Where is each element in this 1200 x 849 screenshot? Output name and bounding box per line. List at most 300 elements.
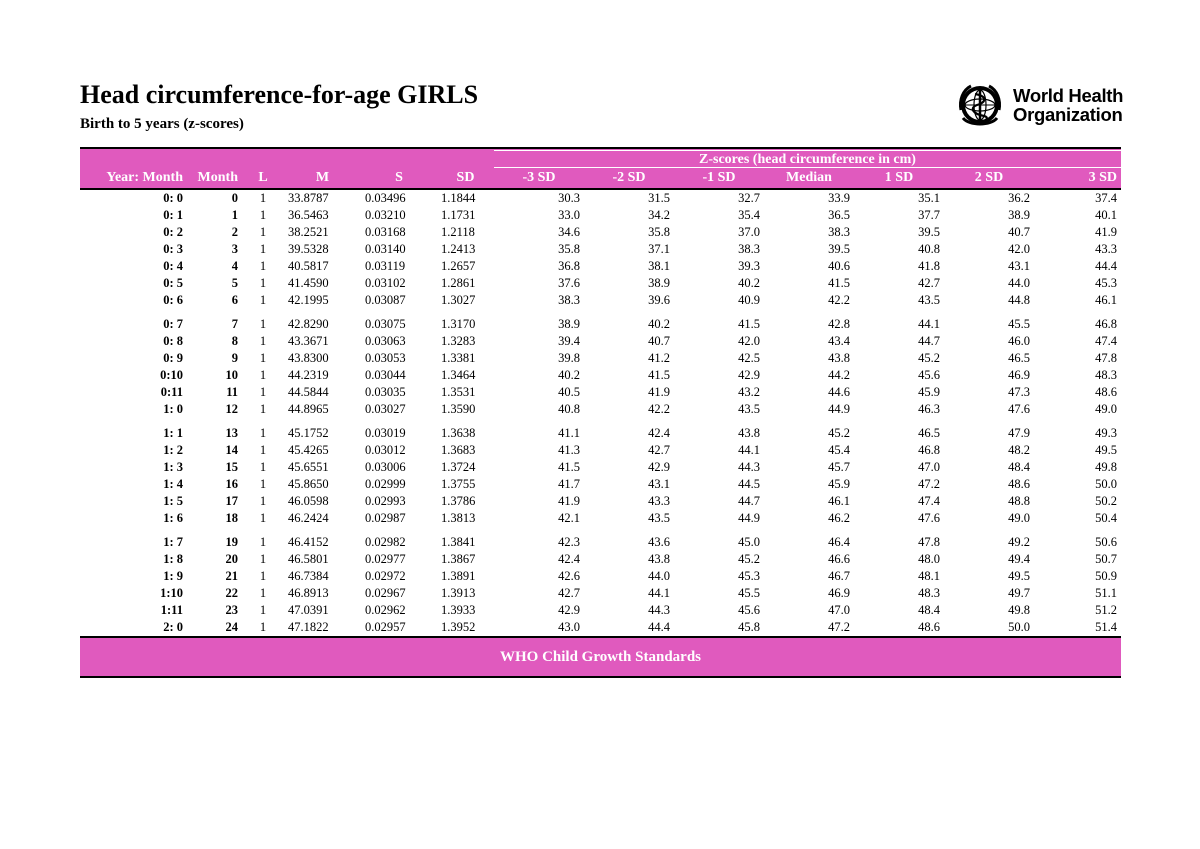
cell-s: 0.03044 [365,368,406,382]
cell-sd: 1.3891 [441,569,476,583]
logo-text-line2: Organization [1013,104,1123,125]
cell-minus1sd: 44.3 [738,460,760,474]
cell-plus2sd: 50.0 [1008,620,1030,634]
cell-m: 45.8650 [288,477,329,491]
cell-year-month: 1: 5 [163,494,183,508]
cell-median: 43.8 [828,351,850,365]
table-row [80,510,1121,527]
cell-s: 0.03140 [365,242,406,256]
cell-minus3sd: 40.8 [558,402,580,416]
cell-l: 1 [259,351,267,365]
cell-minus3sd: 41.9 [558,494,580,508]
cell-sd: 1.3638 [441,426,476,440]
column-header-m: M [284,168,361,189]
cell-month: 1 [231,208,238,222]
cell-s: 0.03006 [365,460,406,474]
cell-l: 1 [259,293,267,307]
column-header-plus2sd: 2 SD [944,168,1034,189]
cell-minus3sd: 42.3 [558,535,580,549]
cell-year-month: 1: 4 [163,477,183,491]
cell-plus2sd: 42.0 [1008,242,1030,256]
cell-m: 46.0598 [288,494,329,508]
cell-sd: 1.3841 [441,535,476,549]
cell-year-month: 1: 8 [163,552,183,566]
cell-minus3sd: 41.1 [558,426,580,440]
table-row [80,384,1121,401]
cell-minus2sd: 43.5 [648,511,670,525]
cell-minus2sd: 41.2 [648,351,670,365]
cell-month: 17 [225,494,238,508]
cell-median: 45.9 [828,477,850,491]
cell-minus2sd: 38.1 [648,259,670,273]
cell-plus2sd: 49.5 [1008,569,1030,583]
footer-banner: WHO Child Growth Standards [80,638,1121,676]
cell-minus2sd: 44.1 [648,586,670,600]
cell-median: 46.9 [828,586,850,600]
table-row [80,207,1121,224]
cell-plus3sd: 49.3 [1095,426,1117,440]
cell-year-month: 0: 9 [163,351,183,365]
column-header-l: L [242,168,284,189]
cell-l: 1 [259,225,267,239]
cell-minus2sd: 31.5 [648,191,670,205]
cell-plus1sd: 45.2 [918,351,940,365]
cell-l: 1 [259,569,267,583]
cell-month: 4 [231,259,238,273]
table-row [80,292,1121,309]
cell-l: 1 [259,511,267,525]
cell-median: 45.7 [828,460,850,474]
cell-minus2sd: 41.9 [648,385,670,399]
cell-sd: 1.3786 [441,494,476,508]
cell-month: 7 [231,317,238,331]
cell-year-month: 1:10 [160,586,183,600]
cell-plus3sd: 44.4 [1095,259,1117,273]
cell-s: 0.03168 [365,225,406,239]
column-header-minus3sd: -3 SD [494,168,584,189]
cell-plus1sd: 44.1 [918,317,940,331]
cell-sd: 1.3933 [441,603,476,617]
cell-month: 13 [225,426,238,440]
who-logo [955,80,1125,130]
table-row [80,367,1121,384]
cell-sd: 1.3913 [441,586,476,600]
cell-s: 0.03012 [365,443,406,457]
column-header-row [80,168,1121,189]
cell-minus2sd: 42.7 [648,443,670,457]
cell-minus1sd: 42.9 [738,368,760,382]
cell-plus1sd: 45.9 [918,385,940,399]
cell-minus1sd: 44.7 [738,494,760,508]
cell-month: 11 [226,385,238,399]
logo-text-line1: World Health [1013,85,1124,106]
cell-m: 44.8965 [288,402,329,416]
cell-m: 43.8300 [288,351,329,365]
cell-year-month: 0: 3 [163,242,183,256]
cell-minus1sd: 41.5 [738,317,760,331]
cell-plus2sd: 48.4 [1008,460,1030,474]
cell-minus2sd: 35.8 [648,225,670,239]
cell-s: 0.03496 [365,191,406,205]
cell-minus3sd: 41.5 [558,460,580,474]
cell-plus1sd: 35.1 [918,191,940,205]
cell-minus2sd: 44.4 [648,620,670,634]
cell-year-month: 0: 1 [163,208,183,222]
table-row [80,459,1121,476]
table-row [80,258,1121,275]
cell-minus3sd: 42.6 [558,569,580,583]
cell-minus1sd: 43.2 [738,385,760,399]
cell-sd: 1.1844 [441,191,476,205]
cell-month: 12 [225,402,238,416]
cell-plus1sd: 48.1 [918,569,940,583]
cell-l: 1 [259,443,267,457]
cell-m: 44.2319 [288,368,329,382]
cell-plus1sd: 45.6 [918,368,940,382]
cell-sd: 1.3813 [441,511,476,525]
cell-plus2sd: 47.3 [1008,385,1030,399]
cell-minus1sd: 43.8 [738,426,760,440]
cell-plus2sd: 49.0 [1008,511,1030,525]
cell-minus2sd: 44.3 [648,603,670,617]
cell-plus1sd: 37.7 [918,208,940,222]
cell-month: 20 [225,552,238,566]
cell-plus2sd: 44.0 [1008,276,1030,290]
cell-year-month: 0: 0 [163,191,183,205]
table-row [80,442,1121,459]
cell-l: 1 [259,368,267,382]
cell-median: 43.4 [828,334,850,348]
cell-minus1sd: 45.0 [738,535,760,549]
column-header-median: Median [764,168,854,189]
cell-l: 1 [259,334,267,348]
cell-plus1sd: 48.4 [918,603,940,617]
cell-minus1sd: 45.6 [738,603,760,617]
cell-sd: 1.3590 [441,402,476,416]
cell-median: 44.6 [828,385,850,399]
cell-plus2sd: 44.8 [1008,293,1030,307]
cell-s: 0.02957 [365,620,406,634]
cell-minus2sd: 44.0 [648,569,670,583]
cell-sd: 1.3283 [441,334,476,348]
cell-minus1sd: 44.5 [738,477,760,491]
cell-month: 9 [231,351,238,365]
table-row [80,602,1121,619]
column-header-minus2sd: -2 SD [584,168,674,189]
cell-year-month: 1: 9 [163,569,183,583]
cell-year-month: 0: 4 [163,259,183,273]
cell-minus2sd: 41.5 [648,368,670,382]
cell-m: 42.1995 [288,293,329,307]
cell-minus2sd: 34.2 [648,208,670,222]
cell-plus2sd: 46.0 [1008,334,1030,348]
cell-month: 5 [231,276,238,290]
cell-median: 42.8 [828,317,850,331]
cell-year-month: 1:11 [160,603,183,617]
cell-minus1sd: 39.3 [738,259,760,273]
footer-rule [80,676,1121,678]
cell-median: 44.9 [828,402,850,416]
cell-minus3sd: 39.8 [558,351,580,365]
cell-minus1sd: 40.2 [738,276,760,290]
cell-plus2sd: 47.9 [1008,426,1030,440]
cell-plus3sd: 45.3 [1095,276,1117,290]
cell-year-month: 1: 7 [163,535,183,549]
cell-sd: 1.3755 [441,477,476,491]
cell-minus3sd: 42.4 [558,552,580,566]
cell-l: 1 [259,620,267,634]
cell-plus3sd: 46.8 [1095,317,1117,331]
cell-sd: 1.3867 [441,552,476,566]
cell-l: 1 [259,317,267,331]
column-header-year-month: Year: Month [80,168,187,189]
cell-plus2sd: 38.9 [1008,208,1030,222]
cell-sd: 1.2861 [441,276,476,290]
cell-minus1sd: 44.1 [738,443,760,457]
cell-sd: 1.2118 [441,225,475,239]
cell-year-month: 0:10 [160,368,183,382]
cell-plus1sd: 44.7 [918,334,940,348]
cell-minus1sd: 35.4 [738,208,760,222]
cell-month: 24 [225,620,238,634]
cell-plus2sd: 48.6 [1008,477,1030,491]
cell-plus1sd: 40.8 [918,242,940,256]
cell-month: 15 [225,460,238,474]
cell-l: 1 [259,477,267,491]
cell-l: 1 [259,586,267,600]
column-header-sd: SD [437,168,494,189]
table-row [80,309,1121,333]
cell-median: 42.2 [828,293,850,307]
cell-year-month: 1: 0 [163,402,183,416]
cell-minus3sd: 39.4 [558,334,580,348]
cell-s: 0.03102 [365,276,406,290]
cell-minus1sd: 45.8 [738,620,760,634]
cell-year-month: 0: 5 [163,276,183,290]
cell-s: 0.03027 [365,402,406,416]
table-row [80,241,1121,258]
cell-minus2sd: 40.2 [648,317,670,331]
cell-plus3sd: 49.0 [1095,402,1117,416]
table-row [80,568,1121,585]
cell-minus3sd: 37.6 [558,276,580,290]
table-row [80,350,1121,367]
cell-month: 16 [225,477,238,491]
cell-month: 3 [231,242,238,256]
cell-minus2sd: 39.6 [648,293,670,307]
cell-l: 1 [259,276,267,290]
cell-plus3sd: 47.8 [1095,351,1117,365]
cell-year-month: 0:11 [160,385,183,399]
cell-plus2sd: 40.7 [1008,225,1030,239]
cell-month: 19 [225,535,238,549]
cell-sd: 1.3381 [441,351,476,365]
cell-sd: 1.3724 [441,460,476,474]
cell-plus2sd: 46.9 [1008,368,1030,382]
cell-plus3sd: 51.4 [1095,620,1117,634]
cell-month: 6 [231,293,238,307]
cell-plus3sd: 47.4 [1095,334,1117,348]
cell-year-month: 1: 6 [163,511,183,525]
cell-year-month: 0: 6 [163,293,183,307]
cell-plus3sd: 48.6 [1095,385,1117,399]
cell-minus1sd: 44.9 [738,511,760,525]
cell-minus3sd: 41.3 [558,443,580,457]
cell-minus3sd: 36.8 [558,259,580,273]
cell-median: 47.0 [828,603,850,617]
cell-median: 44.2 [828,368,850,382]
cell-s: 0.02962 [365,603,406,617]
cell-minus3sd: 43.0 [558,620,580,634]
cell-minus2sd: 42.9 [648,460,670,474]
cell-month: 8 [231,334,238,348]
cell-median: 45.2 [828,426,850,440]
cell-minus3sd: 33.0 [558,208,580,222]
cell-sd: 1.1731 [441,208,476,222]
cell-plus2sd: 49.7 [1008,586,1030,600]
cell-minus1sd: 37.0 [738,225,760,239]
cell-sd: 1.3464 [441,368,476,382]
cell-median: 46.6 [828,552,850,566]
cell-plus3sd: 50.4 [1095,511,1117,525]
cell-minus1sd: 32.7 [738,191,760,205]
cell-plus1sd: 42.7 [918,276,940,290]
cell-s: 0.03053 [365,351,406,365]
cell-minus2sd: 42.2 [648,402,670,416]
cell-s: 0.03119 [365,259,406,273]
cell-minus3sd: 40.5 [558,385,580,399]
column-header-s: S [361,168,437,189]
cell-month: 2 [231,225,238,239]
cell-plus1sd: 46.3 [918,402,940,416]
cell-month: 0 [231,191,238,205]
cell-m: 41.4590 [288,276,329,290]
cell-s: 0.02993 [365,494,406,508]
cell-sd: 1.3952 [441,620,476,634]
cell-m: 46.4152 [288,535,329,549]
cell-median: 33.9 [828,191,850,205]
cell-plus2sd: 47.6 [1008,402,1030,416]
cell-plus2sd: 46.5 [1008,351,1030,365]
cell-month: 23 [225,603,238,617]
cell-s: 0.03063 [365,334,406,348]
cell-l: 1 [259,494,267,508]
cell-plus3sd: 40.1 [1095,208,1117,222]
cell-median: 46.4 [828,535,850,549]
cell-s: 0.02972 [365,569,406,583]
cell-l: 1 [259,426,267,440]
cell-plus1sd: 48.0 [918,552,940,566]
column-header-plus1sd: 1 SD [854,168,944,189]
cell-plus3sd: 50.7 [1095,552,1117,566]
cell-l: 1 [259,385,267,399]
cell-month: 18 [225,511,238,525]
cell-plus2sd: 49.8 [1008,603,1030,617]
cell-median: 46.1 [828,494,850,508]
cell-plus2sd: 36.2 [1008,191,1030,205]
cell-minus2sd: 43.1 [648,477,670,491]
cell-plus3sd: 41.9 [1095,225,1117,239]
cell-plus3sd: 51.2 [1095,603,1117,617]
cell-month: 10 [225,368,238,382]
cell-plus3sd: 50.0 [1095,477,1117,491]
cell-sd: 1.2657 [441,259,476,273]
zscore-group-header [80,149,1121,168]
cell-minus2sd: 38.9 [648,276,670,290]
table-row [80,418,1121,442]
cell-plus1sd: 47.2 [918,477,940,491]
cell-m: 46.5801 [288,552,329,566]
cell-m: 45.6551 [288,460,329,474]
cell-minus3sd: 41.7 [558,477,580,491]
cell-s: 0.03087 [365,293,406,307]
cell-s: 0.02982 [365,535,406,549]
cell-median: 40.6 [828,259,850,273]
cell-m: 46.8913 [288,586,329,600]
cell-sd: 1.3531 [441,385,476,399]
cell-s: 0.02999 [365,477,406,491]
cell-s: 0.02967 [365,586,406,600]
table-row [80,401,1121,418]
table-body [80,189,1121,636]
cell-sd: 1.3170 [441,317,476,331]
page-title: Head circumference-for-age GIRLS [80,80,479,109]
cell-m: 44.5844 [288,385,329,399]
cell-minus3sd: 38.9 [558,317,580,331]
cell-minus2sd: 42.4 [648,426,670,440]
cell-minus1sd: 45.5 [738,586,760,600]
cell-l: 1 [259,191,267,205]
cell-year-month: 0: 7 [163,317,183,331]
cell-plus2sd: 49.2 [1008,535,1030,549]
cell-minus3sd: 42.7 [558,586,580,600]
cell-minus3sd: 34.6 [558,225,580,239]
cell-year-month: 1: 3 [163,460,183,474]
table-row [80,551,1121,568]
table-row [80,527,1121,551]
table-row [80,476,1121,493]
cell-plus2sd: 43.1 [1008,259,1030,273]
cell-l: 1 [259,208,267,222]
column-header-minus1sd: -1 SD [674,168,764,189]
cell-plus2sd: 45.5 [1008,317,1030,331]
cell-l: 1 [259,460,267,474]
cell-year-month: 1: 1 [163,426,183,440]
cell-median: 45.4 [828,443,850,457]
cell-plus3sd: 50.9 [1095,569,1117,583]
cell-minus3sd: 42.9 [558,603,580,617]
cell-plus2sd: 49.4 [1008,552,1030,566]
cell-m: 47.1822 [288,620,329,634]
cell-month: 21 [225,569,238,583]
cell-sd: 1.3683 [441,443,476,457]
cell-minus1sd: 45.2 [738,552,760,566]
zscore-table-container [80,147,1121,678]
cell-minus1sd: 40.9 [738,293,760,307]
cell-plus1sd: 47.8 [918,535,940,549]
cell-plus1sd: 46.5 [918,426,940,440]
cell-year-month: 2: 0 [163,620,183,634]
table-row [80,493,1121,510]
cell-plus3sd: 48.3 [1095,368,1117,382]
cell-l: 1 [259,535,267,549]
zscore-group-label: Z-scores (head circumference in cm) [699,152,916,167]
cell-m: 36.5463 [288,208,329,222]
cell-s: 0.03035 [365,385,406,399]
column-header-month: Month [187,168,242,189]
who-emblem-icon [955,80,1005,130]
cell-m: 46.2424 [288,511,329,525]
